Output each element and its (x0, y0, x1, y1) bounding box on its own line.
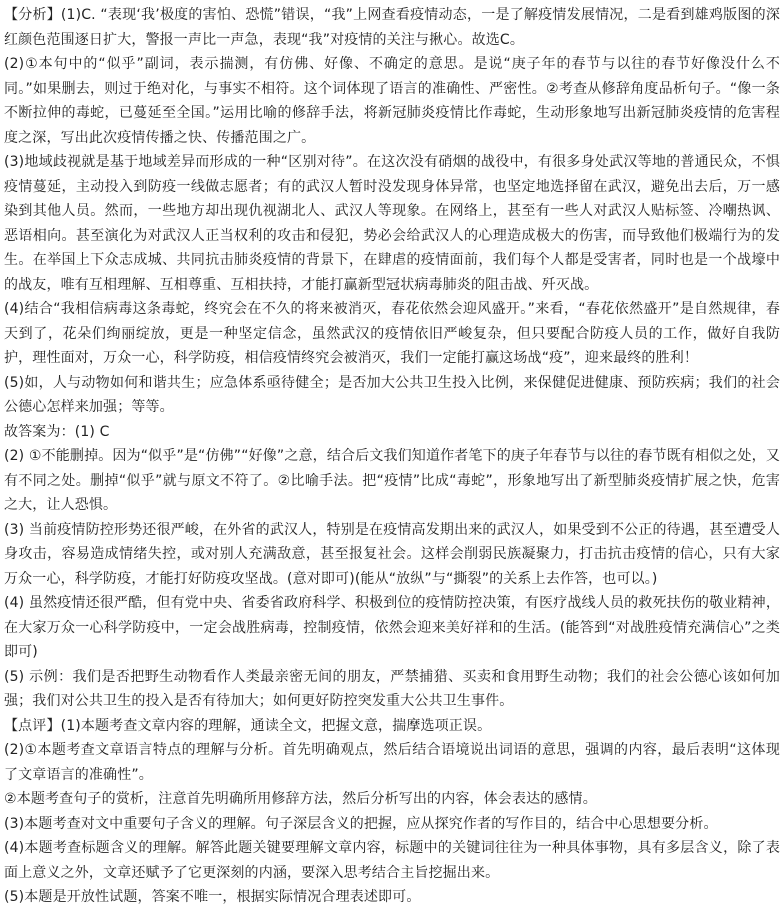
comment-part-2b: ②本题考查句子的赏析，注意首先明确所用修辞方法，然后分析写出的内容，体会表达的感情。 (4, 791, 597, 807)
comment-part-1: 【点评】(1)本题考查文章内容的理解，通读全文，把握文意，揣摩选项正误。 (4, 717, 492, 734)
analysis-part-5: (5)如，人与动物如何和谐共生；应急体系亟待健全；是否加大公共卫生投入比例，来保健促进健康、预防疾病；我们的社会公德心怎样来加强；等等。 (4, 374, 780, 415)
answer-part-3: (3) 当前疫情防控形势还很严峻，在外省的武汉人，特别是在疫情高发期出来的武汉人，如果受到不公正的待遇，甚至遭受人身攻击，容易造成情绪失控，或对别人充满敌意，甚至报复社会。这样会削弱民族凝聚力，打击抗击疫情的信心，只有大家万众一心，科学防疫，才能打好防疫攻坚战。(意对即可)(能从“放纵”与“撕裂”的关系上去作答，也可以。) (4, 521, 780, 587)
answer-part-5: (5) 示例：我们是否把野生动物看作人类最亲密无间的朋友，严禁捕猎、买卖和食用野生动物；我们的社会公德心该如何加强；我们对公共卫生的投入是否有待加大；如何更好防控突发重大公共卫生事件。 (4, 668, 780, 709)
comment-part-4: (4)本题考查标题含义的理解。解答此题关键要理解文章内容，标题中的关键词往往为一种具体事物，具有多层含义，除了表面上意义之外，文章还赋予了它更深刻的内涵，要深入思考结合主旨挖掘出来。 (4, 840, 780, 881)
answer-part-2: (2) ①不能删掉。因为“似乎”是“仿佛”“好像”之意，结合后文我们知道作者笔下的庚子年春节与以往的春节既有相似之处，又有不同之处。删掉“似乎”就与原文不符了。②比喻手法。把“疫情”比成“毒蛇”，形象地写出了新型肺炎疫情扩展之快，危害之大，让人恐惧。 (4, 448, 780, 513)
answer-heading: 故答案为：(1) C (4, 423, 110, 440)
analysis-part-2: (2)①本句中的“似乎”副词，表示揣测，有仿佛、好像、不确定的意思。是说“庚子年的春节与以往的春节好像没什么不同。”如果删去，则过于绝对化，与事实不相符。这个词体现了语言的准确性、严密性。②考查从修辞角度品析句子。“像一条不断拉伸的毒蛇，已蔓延至全国。”运用比喻的修辞手法，将新冠肺炎疫情比作毒蛇，生动形象地写出新冠肺炎疫情的危害程度之深，写出此次疫情传播之快、传播范围之广。 (4, 56, 780, 146)
analysis-part-3: (3)地域歧视就是基于地域差异而形成的一种“区别对待”。在这次没有硝烟的战役中，有很多身处武汉等地的普通民众，不惧疫情蔓延，主动投入到防疫一线做志愿者；有的武汉人暂时没发现身体异常，也坚定地选择留在武汉，避免出去后，万一感染到其他人员。然而，一些地方却出现仇视湖北人、武汉人等现象。在网络上，甚至有一些人对武汉人贴标签、冷嘲热讽、恶语相向。甚至演化为对武汉人正当权利的攻击和侵犯，势必会给武汉人的心理造成极大的伤害，而导致他们极端行为的发生。在举国上下众志成城、共同抗击肺炎疫情的背景下，在肆虐的疫情面前，我们每个人都是受害者，同时也是一个战壕中的战友，唯有互相理解、互相尊重、互相扶持，才能打赢新型冠状病毒肺炎的阻击战、歼灭战。 (4, 154, 780, 293)
comment-part-5: (5)本题是开放性试题，答案不唯一，根据实际情况合理表述即可。 (4, 889, 421, 905)
comment-part-3: (3)本题考查对文中重要句子含义的理解。句子深层含义的把握，应从探究作者的写作目的，结合中心思想要分析。 (4, 815, 718, 832)
analysis-part-4: (4)结合“我相信病毒这条毒蛇，终究会在不久的将来被消灭，春花依然会迎风盛开。”来看，“春花依然盛开”是自然规律，春天到了，花朵们绚丽绽放，更是一种坚定信念，虽然武汉的疫情依旧严峻复杂，但只要配合防疫人员的工作，做好自我防护，理性面对，万众一心，科学防疫，相信疫情终究会被消灭，我们一定能打赢这场战“疫”，迎来最终的胜利！ (4, 301, 780, 366)
comment-part-2a: (2)①本题考查文章语言特点的理解与分析。首先明确观点，然后结合语境说出词语的意思，强调的内容，最后表明“这体现了文章语言的准确性”。 (4, 742, 780, 783)
answer-part-4: (4) 虽然疫情还很严酷，但有党中央、省委省政府科学、积极到位的疫情防控决策，有医疗战线人员的救死扶伤的敬业精神，在大家万众一心科学防疫中，一定会战胜病毒，控制疫情，依然会迎来美好祥和的生活。(能答到“对战胜疫情充满信心”之类即可) (4, 595, 780, 660)
analysis-part-1: 【分析】(1)C. “表现‘我’极度的害怕、恐慌”错误，“我”上网查看疫情动态，一是了解疫情发展情况，二是看到雄鸡版图的深红颜色范围逐日扩大，警报一声比一声急，表现“我”对疫情的关注与揪心。故选C。 (4, 7, 780, 48)
